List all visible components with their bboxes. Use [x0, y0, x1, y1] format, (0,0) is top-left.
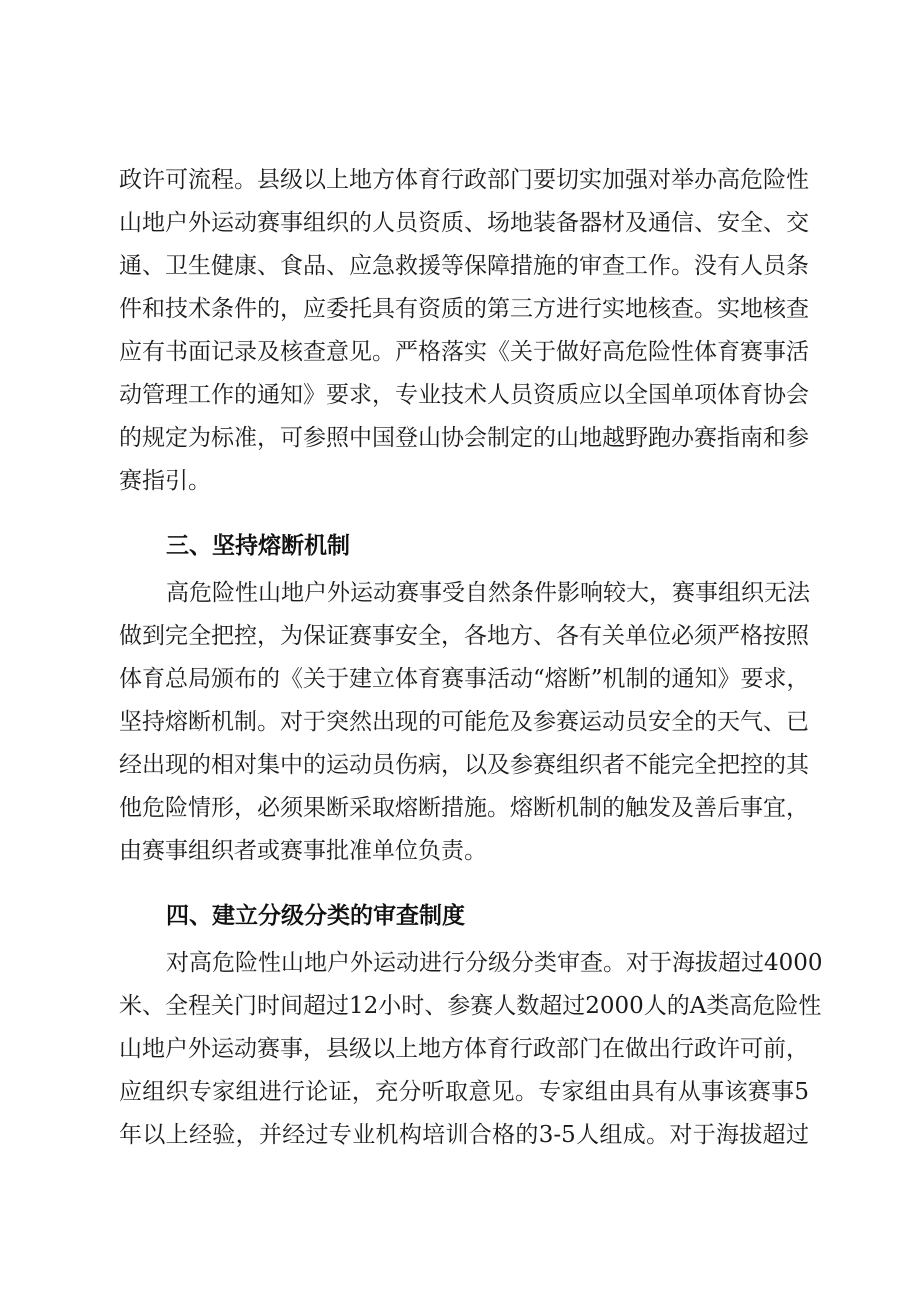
paragraph-line: 他危险情形，必须果断采取熔断措施。熔断机制的触发及善后事宜， [119, 795, 809, 821]
paragraph-line-last: 由赛事组织者或赛事批准单位负责。 [119, 838, 487, 864]
paragraph-line: 年以上经验，并经过专业机构培训合格的3-5人组成。对于海拔超过 [119, 1122, 809, 1148]
paragraph-line: 应组织专家组进行论证，充分听取意见。专家组由具有从事该赛事5 [119, 1079, 809, 1105]
paragraph-line: 山地户外运动赛事组织的人员资质、场地装备器材及通信、安全、交 [119, 210, 809, 236]
section-heading-review-system: 四、建立分级分类的审查制度 [166, 903, 465, 929]
paragraph-line: 山地户外运动赛事，县级以上地方体育行政部门在做出行政许可前， [119, 1036, 809, 1062]
paragraph-line: 对高危险性山地户外运动进行分级分类审查。对于海拔超过4000 [166, 950, 823, 976]
paragraph-line: 米、全程关门时间超过12小时、参赛人数超过2000人的A类高危险性 [119, 993, 822, 1019]
paragraph-line: 件和技术条件的，应委托具有资质的第三方进行实地核查。实地核查 [119, 296, 809, 322]
paragraph-line: 体育总局颁布的《关于建立体育赛事活动“熔断”机制的通知》要求， [119, 666, 810, 692]
paragraph-line: 的规定为标准，可参照中国登山协会制定的山地越野跑办赛指南和参 [119, 425, 809, 451]
paragraph-line-last: 赛指引。 [119, 468, 211, 494]
paragraph-line: 动管理工作的通知》要求，专业技术人员资质应以全国单项体育协会 [119, 382, 809, 408]
paragraph-line: 政许可流程。县级以上地方体育行政部门要切实加强对举办高危险性 [119, 167, 809, 193]
paragraph-line: 应有书面记录及核查意见。严格落实《关于做好高危险性体育赛事活 [119, 339, 809, 365]
paragraph-line: 做到完全把控，为保证赛事安全，各地方、各有关单位必须严格按照 [119, 623, 809, 649]
paragraph-line: 通、卫生健康、食品、应急救援等保障措施的审查工作。没有人员条 [119, 253, 809, 279]
paragraph-line: 经出现的相对集中的运动员伤病，以及参赛组织者不能完全把控的其 [119, 752, 809, 778]
paragraph-line: 高危险性山地户外运动赛事受自然条件影响较大，赛事组织无法 [166, 580, 810, 606]
paragraph-line: 坚持熔断机制。对于突然出现的可能危及参赛运动员安全的天气、已 [119, 709, 809, 735]
section-heading-circuit-breaker: 三、坚持熔断机制 [166, 533, 350, 559]
